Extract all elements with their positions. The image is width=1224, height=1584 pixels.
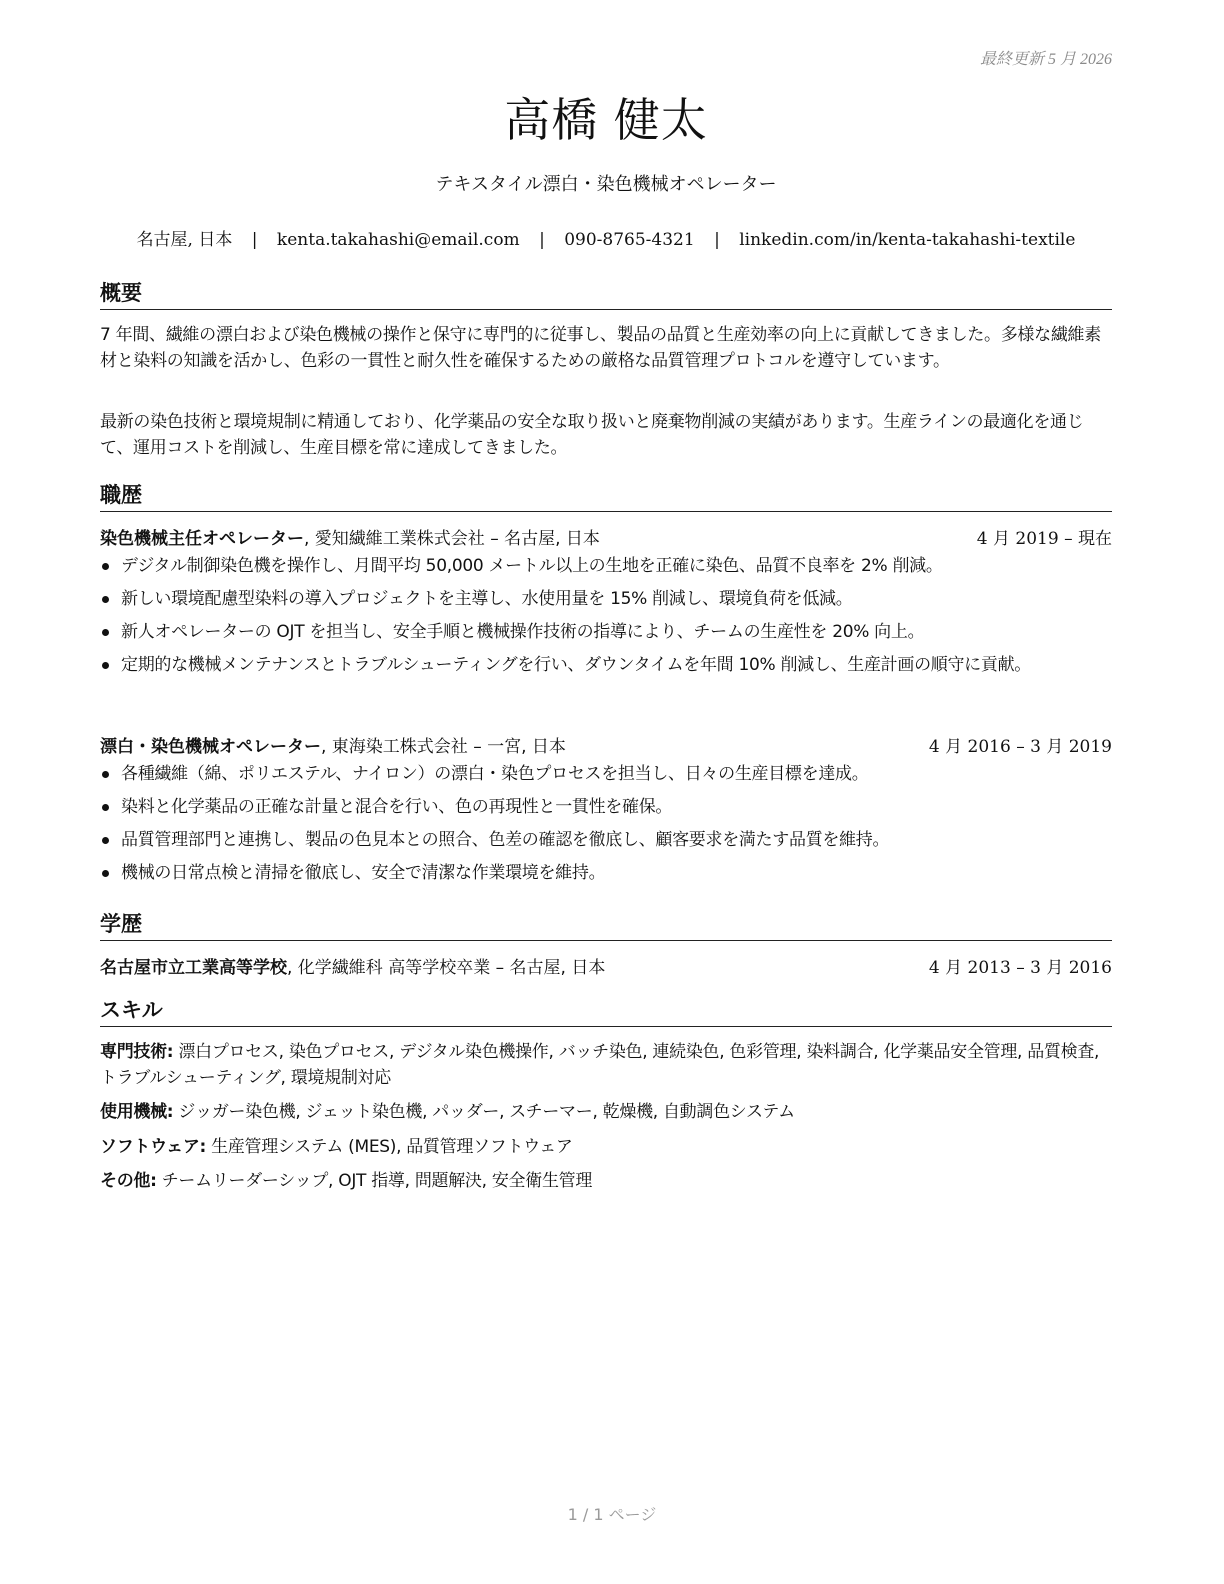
skills-heading: スキル (100, 994, 1112, 1027)
list-item (100, 860, 1112, 886)
contact-line (100, 225, 1112, 250)
skill-label: その他: (100, 1171, 157, 1191)
bullet-icon (102, 771, 109, 778)
bullet-text: 染料と化学薬品の正確な計量と混合を行い、色の再現性と一貫性を確保。 (121, 797, 673, 817)
education-heading: 学歴 (100, 908, 1112, 941)
summary-paragraph: 最新の染色技術と環境規制に精通しており、化学薬品の安全な取り扱いと廃棄物削減の実績があります。生産ラインの最適化を通じて、運用コストを削減し、生産目標を常に達成してきました。 (100, 412, 1084, 458)
list-item (100, 586, 1112, 612)
skill-line (100, 1099, 1112, 1125)
school-name: 名古屋市立工業高等学校 (100, 958, 287, 978)
candidate-title: テキスタイル漂白・染色機械オペレーター (435, 174, 777, 195)
bullet-icon (102, 563, 109, 570)
contact-linkedin[interactable]: linkedin.com/in/kenta-takahashi-textile (739, 230, 1076, 250)
contact-separator: | (539, 230, 545, 250)
bullet-text: 新人オペレーターの OJT を担当し、安全手順と機械操作技術の指導により、チームの生産性を 20% 向上。 (121, 622, 925, 642)
job-organization: , 東海染工株式会社 – 一宮, 日本 (321, 737, 566, 757)
contact-email[interactable]: kenta.takahashi@email.com (276, 230, 520, 250)
skill-text: チームリーダーシップ, OJT 指導, 問題解決, 安全衛生管理 (156, 1171, 593, 1191)
list-item (100, 553, 1112, 579)
summary-heading: 概要 (100, 277, 1112, 310)
skill-text: 生産管理システム (MES), 品質管理ソフトウェア (206, 1137, 573, 1157)
job-bullets (100, 553, 1112, 685)
skill-line (100, 1039, 1112, 1091)
contact-separator: | (714, 230, 720, 250)
list-item (100, 827, 1112, 853)
list-item (100, 652, 1112, 678)
experience-heading: 職歴 (100, 479, 1112, 512)
skill-label: ソフトウェア: (100, 1137, 207, 1157)
bullet-text: 各種繊維（綿、ポリエステル、ナイロン）の漂白・染色プロセスを担当し、日々の生産目標を達成。 (121, 764, 869, 784)
list-item (100, 761, 1112, 787)
job-dates: 4 月 2019 – 現在 (976, 529, 1112, 549)
contact-separator: | (251, 230, 258, 250)
skill-label: 専門技術: (100, 1042, 174, 1062)
job-header (100, 524, 1112, 549)
summary-paragraph: 7 年間、繊維の漂白および染色機械の操作と保守に専門的に従事し、製品の品質と生産効率の向上に貢献してきました。多様な繊維素材と染料の知識を活かし、色彩の一貫性と耐久性を確保するための厳格な品質管理プロトコルを遵守しています。 (100, 325, 1101, 371)
skill-label: 使用機械: (100, 1102, 174, 1122)
candidate-name: 高橋 健太 (504, 93, 708, 147)
job-organization: , 愛知繊維工業株式会社 – 名古屋, 日本 (304, 529, 600, 549)
job-role: 染色機械主任オペレーター (100, 529, 304, 549)
bullet-icon (102, 870, 109, 877)
list-item (100, 619, 1112, 645)
bullet-text: 機械の日常点検と清掃を徹底し、安全で清潔な作業環境を維持。 (121, 863, 606, 883)
education-detail: , 化学繊維科 高等学校卒業 – 名古屋, 日本 (287, 958, 606, 978)
contact-phone[interactable]: 090-8765-4321 (564, 230, 695, 250)
bullet-text: 品質管理部門と連携し、製品の色見本との照合、色差の確認を徹底し、顧客要求を満たす品質を維持。 (121, 830, 890, 850)
education-dates: 4 月 2013 – 3 月 2016 (928, 958, 1112, 978)
bullet-icon (102, 596, 109, 603)
bullet-icon (102, 804, 109, 811)
bullet-icon (102, 662, 109, 669)
list-item (100, 794, 1112, 820)
last-updated: 最終更新 5 月 2026 (979, 51, 1112, 68)
job-header (100, 732, 1112, 757)
skill-text: 漂白プロセス, 染色プロセス, デジタル染色機操作, バッチ染色, 連続染色, 色彩管理, 染料調合, 化学薬品安全管理, 品質検査, トラブルシューティング, 環境規制対応 (100, 1042, 1100, 1088)
skill-line (100, 1168, 1112, 1194)
bullet-icon (102, 629, 109, 636)
education-entry (100, 953, 1112, 978)
page-indicator: 1 / 1 ページ (567, 1505, 657, 1524)
job-bullets (100, 761, 1112, 893)
bullet-text: 定期的な機械メンテナンスとトラブルシューティングを行い、ダウンタイムを年間 10% 削減し、生産計画の順守に貢献。 (121, 655, 1031, 675)
bullet-text: 新しい環境配慮型染料の導入プロジェクトを主導し、水使用量を 15% 削減し、環境負荷を低減。 (121, 589, 853, 609)
bullet-icon (102, 837, 109, 844)
contact-location: 名古屋, 日本 (136, 230, 233, 250)
skill-text: ジッガー染色機, ジェット染色機, パッダー, スチーマー, 乾燥機, 自動調色システム (173, 1102, 795, 1122)
skill-line (100, 1134, 1112, 1160)
job-dates: 4 月 2016 – 3 月 2019 (928, 737, 1112, 757)
job-role: 漂白・染色機械オペレーター (100, 737, 321, 757)
bullet-text: デジタル制御染色機を操作し、月間平均 50,000 メートル以上の生地を正確に染色、品質不良率を 2% 削減。 (121, 556, 943, 576)
